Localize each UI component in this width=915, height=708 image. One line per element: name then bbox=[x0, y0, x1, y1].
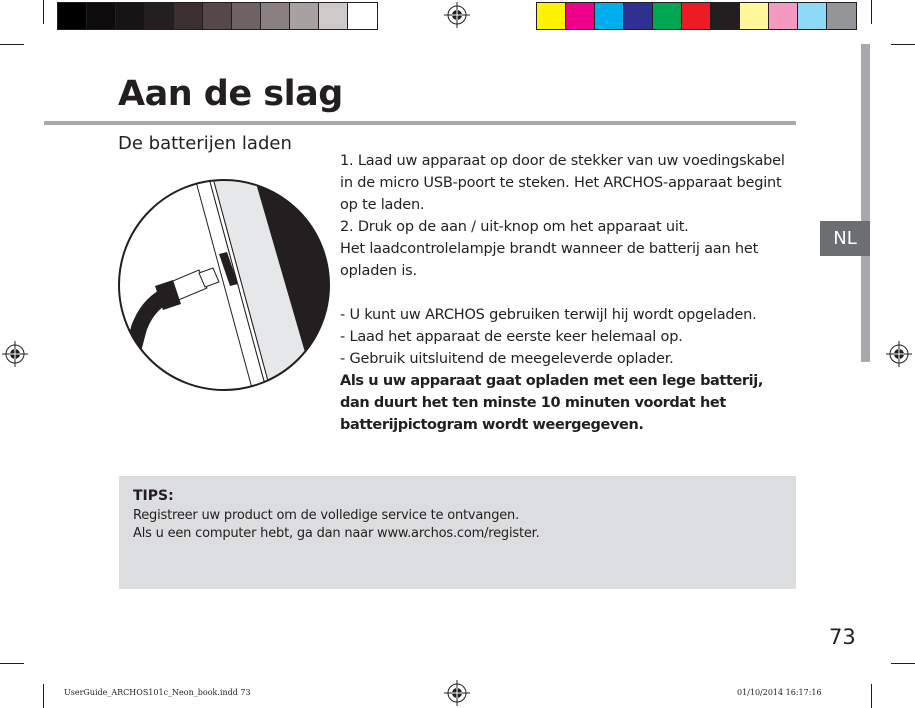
color-swatch bbox=[232, 3, 261, 29]
footer-file-name: UserGuide_ARCHOS101c_Neon_book.indd 73 bbox=[64, 688, 251, 697]
color-swatch bbox=[740, 3, 769, 29]
color-swatch bbox=[174, 3, 203, 29]
color-swatch bbox=[769, 3, 798, 29]
crop-mark bbox=[871, 0, 872, 24]
instruction-step: Het laadcontrolelampje brandt wanneer de batterij aan het opladen is. bbox=[340, 241, 759, 279]
registration-mark-icon bbox=[886, 341, 912, 367]
bullet-item: - U kunt uw ARCHOS gebruiken terwijl hij wordt opgeladen. bbox=[340, 304, 790, 326]
tips-title: TIPS: bbox=[133, 488, 174, 504]
registration-mark-icon bbox=[444, 2, 470, 28]
language-tab: NL bbox=[820, 221, 870, 256]
crop-mark bbox=[0, 44, 24, 45]
color-swatch bbox=[203, 3, 232, 29]
bullet-item: - Laad het apparaat de eerste keer helemaal op. bbox=[340, 326, 790, 348]
color-swatch bbox=[348, 3, 377, 29]
crop-mark bbox=[891, 663, 915, 664]
color-swatch bbox=[595, 3, 624, 29]
crop-mark bbox=[891, 44, 915, 45]
instructions-text bbox=[340, 150, 790, 436]
footer-datetime: 01/10/2014 16:17:16 bbox=[737, 688, 822, 697]
tips-box bbox=[119, 476, 796, 589]
charging-cable-illustration bbox=[117, 178, 331, 392]
instruction-step: 2. Druk op de aan / uit-knop om het apparaat uit. bbox=[340, 219, 689, 235]
battery-warning: Als u uw apparaat gaat opladen met een lege batterij, dan duurt het ten minste 10 minuten voordat het batterijpictogram wordt weergegeven. bbox=[340, 373, 763, 433]
title-divider bbox=[44, 121, 796, 125]
color-swatch bbox=[116, 3, 145, 29]
process-color-bar bbox=[536, 2, 857, 30]
color-swatch bbox=[87, 3, 116, 29]
crop-mark bbox=[43, 684, 44, 708]
registration-mark-icon bbox=[2, 341, 28, 367]
instruction-step: 1. Laad uw apparaat op door de stekker van uw voedingskabel in de micro USB-poort te steken. Het ARCHOS-apparaat begint op te laden. bbox=[340, 153, 785, 213]
grayscale-color-bar bbox=[57, 2, 378, 30]
crop-mark bbox=[871, 684, 872, 708]
color-swatch bbox=[653, 3, 682, 29]
color-swatch bbox=[827, 3, 856, 29]
tips-line: Als u een computer hebt, ga dan naar www.archos.com/register. bbox=[133, 526, 540, 541]
color-swatch bbox=[566, 3, 595, 29]
registration-mark-icon bbox=[444, 680, 470, 706]
color-swatch bbox=[290, 3, 319, 29]
color-swatch bbox=[624, 3, 653, 29]
bullet-item: - Gebruik uitsluitend de meegeleverde oplader. bbox=[340, 348, 790, 370]
tips-line: Registreer uw product om de volledige service te ontvangen. bbox=[133, 508, 520, 523]
color-swatch bbox=[682, 3, 711, 29]
color-swatch bbox=[261, 3, 290, 29]
page-number: 73 bbox=[829, 625, 856, 649]
color-swatch bbox=[58, 3, 87, 29]
color-swatch bbox=[319, 3, 348, 29]
color-swatch bbox=[145, 3, 174, 29]
side-strip bbox=[861, 44, 870, 362]
section-heading: De batterijen laden bbox=[118, 133, 292, 154]
crop-mark bbox=[0, 663, 24, 664]
color-swatch bbox=[798, 3, 827, 29]
color-swatch bbox=[711, 3, 740, 29]
crop-mark bbox=[43, 0, 44, 24]
page-title: Aan de slag bbox=[118, 74, 343, 114]
color-swatch bbox=[537, 3, 566, 29]
